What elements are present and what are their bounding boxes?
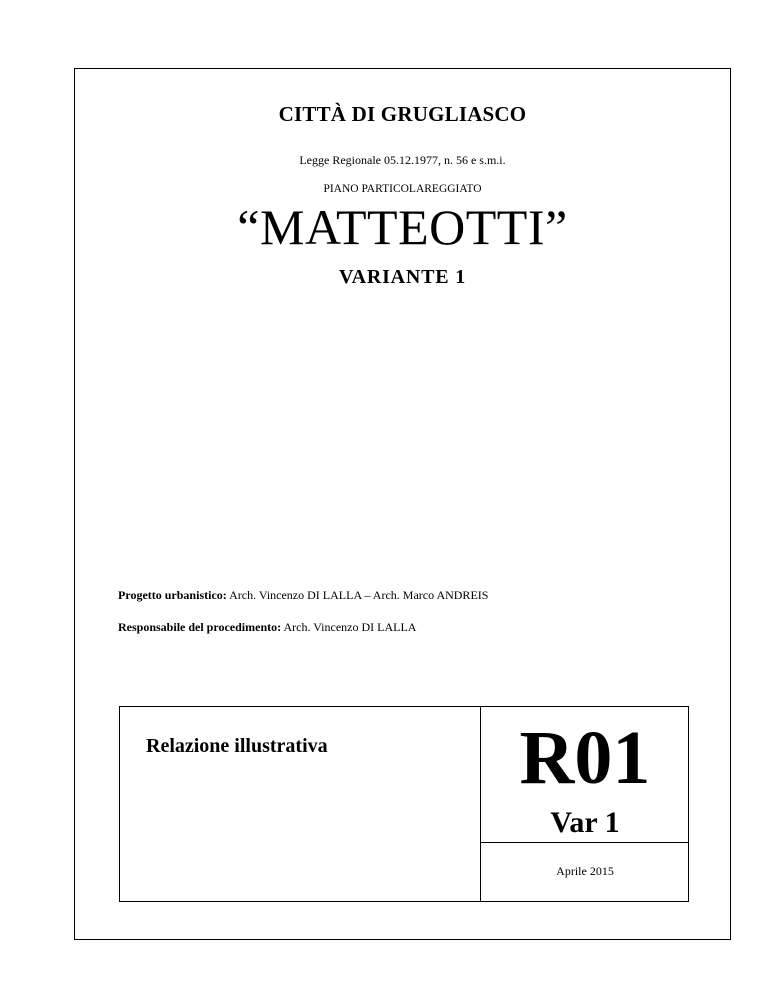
project-credit [118,588,488,603]
city-title: CITTÀ DI GRUGLIASCO [278,102,527,126]
manager-credit [118,620,416,635]
project-credit-label: Progetto urbanistico: [118,588,227,602]
document-version: Var 1 [550,806,620,839]
document-code: R01 [519,716,651,800]
manager-credit-label: Responsabile del procedimento: [118,620,282,634]
project-credit-value: Arch. Vincenzo DI LALLA – Arch. Marco ANDREIS [226,588,489,602]
law-reference: Legge Regionale 05.12.1977, n. 56 e s.m.i. [299,153,506,167]
plan-name: “MATTEOTTI” [237,199,568,255]
variant-label: VARIANTE 1 [338,266,467,288]
manager-credit-value: Arch. Vincenzo DI LALLA [281,620,417,634]
plan-type: PIANO PARTICOLAREGGIATO [323,183,482,195]
document-date: Aprile 2015 [556,864,614,878]
document-title: Relazione illustrativa [146,735,328,757]
